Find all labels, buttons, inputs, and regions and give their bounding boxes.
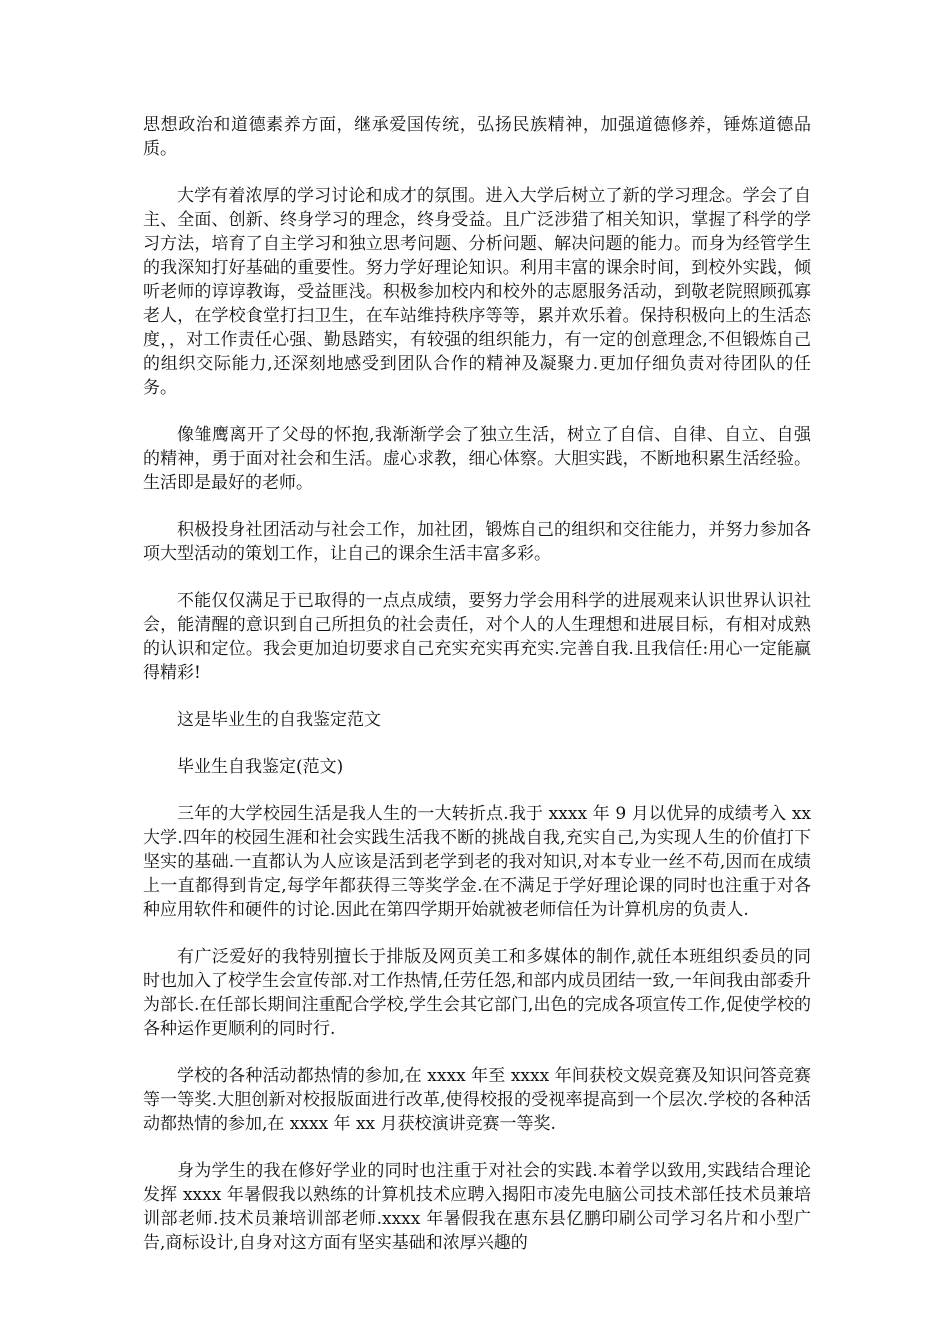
- section-heading: 毕业生自我鉴定(范文): [177, 757, 344, 777]
- paragraph-4: 积极投身社团活动与社会工作，加社团，锻炼自己的组织和交往能力，并努力参加各项大型活动的策划工作，让自己的课余生活丰富多彩。: [143, 520, 811, 564]
- paragraph-10: 学校的各种活动都热情的参加,在 xxxx 年至 xxxx 年间获校文娱竞赛及知识问答竞赛等一等奖.大胆创新对校报版面进行改革,使得校报的受视率提高到一个层次.学校的各种活动都热情的参加,在 xxxx 年 xx 月获校演讲竞赛一等奖.: [143, 1066, 811, 1134]
- paragraph-8: 三年的大学校园生活是我人生的一大转折点.我于 xxxx 年 9 月以优异的成绩考入 xx 大学.四年的校园生涯和社会实践生活我不断的挑战自我,充实自己,为实现人生的价值打下坚实的基础.一直都认为人应该是活到老学到老的我对知识,对本专业一丝不苟,因而在成绩上一直都得到肯定,每学年都获得三等奖学金.在不满足于学好理论课的同时也注重于对各种应用软件和硬件的讨论.因此在第四学期开始就被老师信任为计算机房的负责人.: [143, 804, 811, 920]
- paragraph-2: 大学有着浓厚的学习讨论和成才的氛围。进入大学后树立了新的学习理念。学会了自主、全面、创新、终身学习的理念，终身受益。且广泛涉猎了相关知识，掌握了科学的学习方法，培育了自主学习和独立思考问题、分析问题、解决问题的能力。而身为经管学生的我深知打好基础的重要性。努力学好理论知识。利用丰富的课余时间，到校外实践，倾听老师的谆谆教诲，受益匪浅。积极参加校内和校外的志愿服务活动，到敬老院照顾孤寡老人，在学校食堂打扫卫生，在车站维持秩序等等，累并欢乐着。保持积极向上的生活态度，，对工作责任心强、勤恳踏实，有较强的组织能力，有一定的创意理念,不但锻炼自己的组织交际能力,还深刻地感受到团队合作的精神及凝聚力.更加仔细负责对待团队的任务。: [143, 186, 811, 398]
- paragraph-6: 这是毕业生的自我鉴定范文: [177, 710, 381, 730]
- paragraph-11: 身为学生的我在修好学业的同时也注重于对社会的实践.本着学以致用,实践结合理论发挥 xxxx 年暑假我以熟练的计算机技术应聘入揭阳市凌先电脑公司技术部任技术员兼培训部老师.技术员兼培训部老师.xxxx 年暑假我在惠东县亿鹏印刷公司学习名片和小型广告,商标设计,自身对这方面有坚实基础和浓厚兴趣的: [143, 1161, 811, 1253]
- document-body: [143, 113, 811, 1278]
- paragraph-9: 有广泛爱好的我特别擅长于排版及网页美工和多媒体的制作,就任本班组织委员的同时也加入了校学生会宣传部.对工作热情,任劳任怨,和部内成员团结一致,一年间我由部委升为部长.在任部长期间注重配合学校,学生会其它部门,出色的完成各项宣传工作,促使学校的各种运作更顺利的同时行.: [143, 947, 811, 1039]
- paragraph-3: 像雏鹰离开了父母的怀抱,我渐渐学会了独立生活，树立了自信、自律、自立、自强的精神，勇于面对社会和生活。虚心求教，细心体察。大胆实践，不断地积累生活经验。生活即是最好的老师。: [143, 425, 811, 493]
- paragraph-5: 不能仅仅满足于已取得的一点点成绩，要努力学会用科学的进展观来认识世界认识社会，能清醒的意识到自己所担负的社会责任，对个人的人生理想和进展目标，有相对成熟的认识和定位。我会更加迫切要求自己充实充实再充实.完善自我.且我信任:用心一定能赢得精彩!: [143, 591, 811, 683]
- paragraph-1: 思想政治和道德素养方面，继承爱国传统，弘扬民族精神，加强道德修养，锤炼道德品质。: [143, 115, 811, 159]
